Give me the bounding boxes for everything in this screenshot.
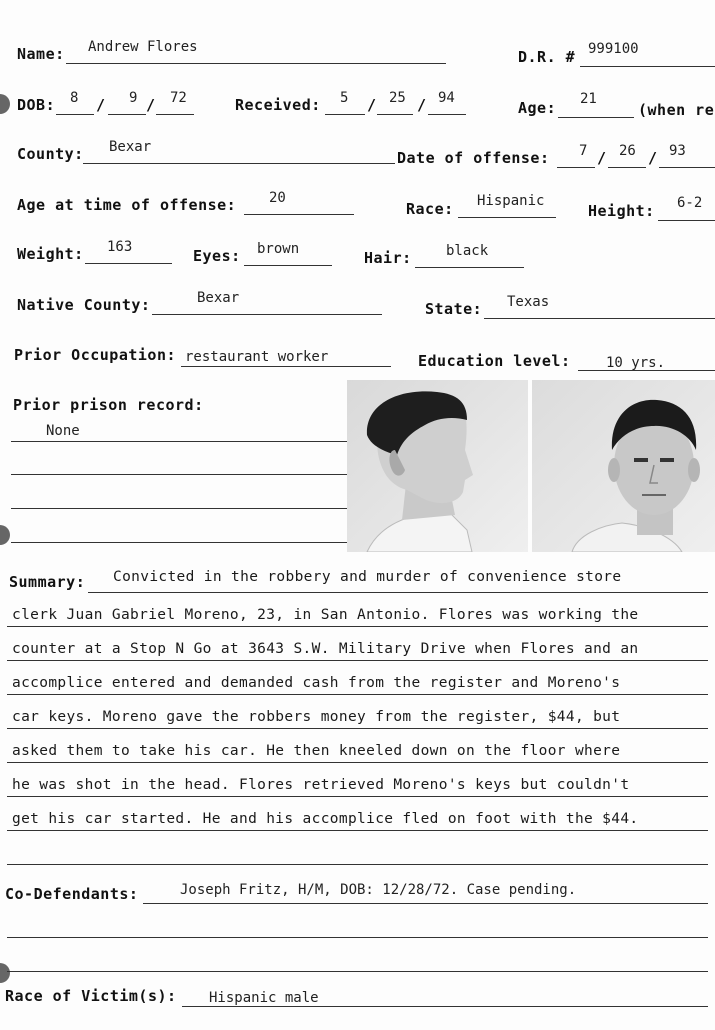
dob-slash: / bbox=[146, 96, 156, 114]
offense-day-underline bbox=[608, 167, 646, 168]
prior-prison-value: None bbox=[46, 423, 80, 439]
weight-underline bbox=[85, 263, 172, 264]
received-label: Received: bbox=[235, 96, 321, 114]
weight-label: Weight: bbox=[17, 245, 84, 263]
county-value: Bexar bbox=[109, 139, 152, 155]
summary-text-line: Convicted in the robbery and murder of convenience store bbox=[113, 569, 622, 585]
summary-text-line: asked them to take his car. He then kneeled down on the floor where bbox=[12, 743, 621, 759]
hair-value: black bbox=[446, 243, 489, 259]
age-underline bbox=[558, 117, 634, 118]
hair-underline bbox=[415, 267, 524, 268]
codefendants-value: Joseph Fritz, H/M, DOB: 12/28/72. Case pending. bbox=[180, 882, 577, 898]
offense-slash: / bbox=[597, 149, 607, 167]
age-note: (when re bbox=[638, 101, 715, 119]
state-value: Texas bbox=[507, 294, 550, 310]
native-county-underline bbox=[152, 314, 382, 315]
codefendants-underline bbox=[143, 903, 708, 904]
race-value: Hispanic bbox=[477, 193, 545, 209]
received-day-underline bbox=[377, 114, 413, 115]
summary-line bbox=[7, 762, 708, 763]
education-value: 10 yrs. bbox=[606, 355, 666, 371]
race-label: Race: bbox=[406, 200, 454, 218]
dob-slash: / bbox=[96, 96, 106, 114]
native-county-value: Bexar bbox=[197, 290, 240, 306]
offense-year-underline bbox=[659, 167, 715, 168]
county-underline bbox=[83, 163, 395, 164]
prior-occupation-value: restaurant worker bbox=[185, 349, 329, 365]
offense-month-underline bbox=[557, 167, 595, 168]
codefendants-line bbox=[7, 937, 708, 938]
dob-month: 8 bbox=[70, 90, 79, 106]
offense-slash: / bbox=[648, 149, 658, 167]
dob-year-underline bbox=[156, 114, 194, 115]
race-underline bbox=[458, 217, 556, 218]
name-underline bbox=[66, 63, 446, 64]
offense-year: 93 bbox=[669, 143, 686, 159]
state-label: State: bbox=[425, 300, 483, 318]
received-year-underline bbox=[428, 114, 466, 115]
codefendants-line bbox=[7, 971, 708, 972]
offense-day: 26 bbox=[619, 143, 636, 159]
summary-line bbox=[7, 626, 708, 627]
dob-day: 9 bbox=[129, 90, 138, 106]
summary-line bbox=[7, 830, 708, 831]
dob-month-underline bbox=[56, 114, 94, 115]
height-label: Height: bbox=[588, 202, 655, 220]
received-slash: / bbox=[367, 96, 377, 114]
dr-number-underline bbox=[580, 66, 715, 67]
county-label: County: bbox=[17, 145, 84, 163]
age-at-offense-underline bbox=[244, 214, 354, 215]
prior-occupation-underline bbox=[181, 366, 391, 367]
race-of-victim-label: Race of Victim(s): bbox=[5, 987, 177, 1005]
received-day: 25 bbox=[389, 90, 406, 106]
race-of-victim-underline bbox=[182, 1006, 708, 1007]
dr-number-label: D.R. # bbox=[518, 48, 576, 66]
summary-line bbox=[7, 728, 708, 729]
age-label: Age: bbox=[518, 99, 557, 117]
age-at-offense-value: 20 bbox=[269, 190, 286, 206]
prior-prison-line bbox=[11, 441, 347, 442]
prior-prison-line bbox=[11, 508, 347, 509]
codefendants-label: Co-Defendants: bbox=[5, 885, 139, 903]
race-of-victim-value: Hispanic male bbox=[209, 990, 319, 1006]
punch-hole-middle bbox=[0, 525, 10, 545]
frontal-photo bbox=[532, 380, 715, 552]
summary-line bbox=[7, 694, 708, 695]
height-value: 6-2 bbox=[677, 195, 703, 211]
summary-text-line: accomplice entered and demanded cash from the register and Moreno's bbox=[12, 675, 621, 691]
height-underline bbox=[658, 220, 715, 221]
summary-text-line: get his car started. He and his accomplice fled on foot with the $44. bbox=[12, 811, 639, 827]
summary-text-line: clerk Juan Gabriel Moreno, 23, in San Antonio. Flores was working the bbox=[12, 607, 639, 623]
date-of-offense-label: Date of offense: bbox=[397, 149, 550, 167]
received-year: 94 bbox=[438, 90, 455, 106]
name-value: Andrew Flores bbox=[88, 39, 198, 55]
hair-label: Hair: bbox=[364, 249, 412, 267]
summary-line bbox=[7, 796, 708, 797]
state-underline bbox=[484, 318, 715, 319]
received-slash: / bbox=[417, 96, 427, 114]
dob-label: DOB: bbox=[17, 96, 56, 114]
prior-prison-label: Prior prison record: bbox=[13, 396, 204, 414]
age-at-offense-label: Age at time of offense: bbox=[17, 196, 237, 214]
punch-hole-top bbox=[0, 94, 10, 114]
summary-line bbox=[88, 592, 708, 593]
weight-value: 163 bbox=[107, 239, 133, 255]
prior-prison-line bbox=[11, 474, 347, 475]
native-county-label: Native County: bbox=[17, 296, 151, 314]
dr-number-value: 999100 bbox=[588, 41, 639, 57]
name-label: Name: bbox=[17, 45, 65, 63]
eyes-label: Eyes: bbox=[193, 247, 241, 265]
received-month-underline bbox=[325, 114, 365, 115]
summary-line bbox=[7, 660, 708, 661]
summary-label: Summary: bbox=[9, 573, 86, 591]
summary-text-line: car keys. Moreno gave the robbers money from the register, $44, but bbox=[12, 709, 621, 725]
eyes-value: brown bbox=[257, 241, 300, 257]
education-label: Education level: bbox=[418, 352, 571, 370]
summary-line bbox=[7, 864, 708, 865]
dob-year: 72 bbox=[170, 90, 187, 106]
profile-photo bbox=[347, 380, 528, 552]
prior-occupation-label: Prior Occupation: bbox=[14, 346, 177, 364]
prior-prison-line bbox=[11, 542, 347, 543]
received-month: 5 bbox=[340, 90, 349, 106]
summary-text-line: he was shot in the head. Flores retrieved Moreno's keys but couldn't bbox=[12, 777, 630, 793]
summary-text-line: counter at a Stop N Go at 3643 S.W. Military Drive when Flores and an bbox=[12, 641, 639, 657]
dob-day-underline bbox=[108, 114, 146, 115]
offense-month: 7 bbox=[579, 143, 588, 159]
eyes-underline bbox=[244, 265, 332, 266]
punch-hole-bottom bbox=[0, 963, 10, 983]
age-value: 21 bbox=[580, 91, 597, 107]
